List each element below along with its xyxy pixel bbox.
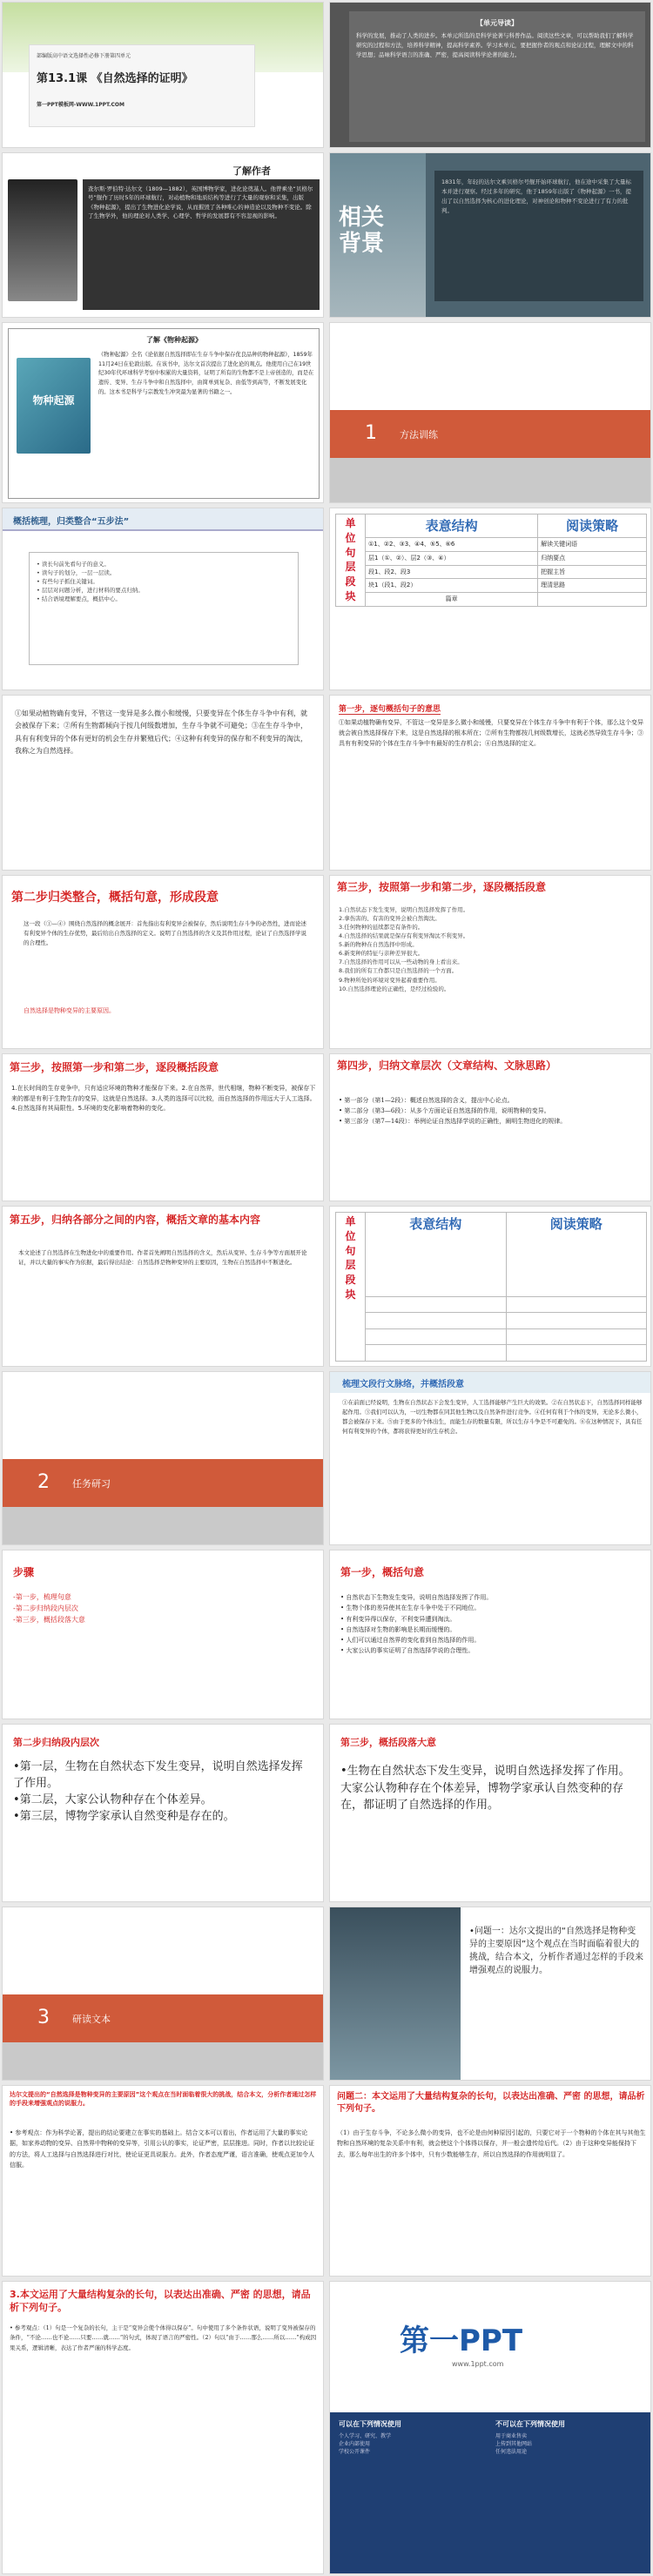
five-steps-title: 概括梳理，归类整合“五步法” xyxy=(13,517,130,527)
outline-title: 梳理文段行文脉络，并概括段意 xyxy=(342,1380,464,1389)
slide-step-5 xyxy=(2,1206,324,1367)
structure-table xyxy=(335,514,647,607)
table-row: 层1（①、②）、层2（③、④） 归纳要点 xyxy=(336,551,647,565)
step1-body: ①如果动植物确有变异，不管这一变异是多么微小和缓慢，只要变异在个体生存斗争中有利于个体，那么这个变异就会被自然选择保存下来，这是自然选择的根本所在；②所有生物都按几何级数增长，这就必然导致生存斗争；③具有有利变异的个体在生存斗争中有最好的生存机会；④自然选择的定义。 xyxy=(339,719,643,747)
slide-layers xyxy=(2,1724,324,1902)
section-bar xyxy=(330,410,651,458)
slide-answer-1 xyxy=(2,2085,324,2277)
background-body: 1831年，年轻的达尔文乘贝格尔号舰开始环球航行，他在途中采集了大量标本并进行观察。经过多年的研究，他于1859年出版了《物种起源》一书，提出了以自然选择为核心的进化理论，对神创论和物种不变论进行了有力的批判。 xyxy=(434,171,643,301)
list-item: -第二步归纳段内层次 xyxy=(13,1604,78,1612)
section-number: 2 xyxy=(37,1471,50,1493)
list-item: • 有利变异得以保存，不利变异遭到淘汰。 xyxy=(340,1615,456,1623)
slide-structure-table-2 xyxy=(329,1206,651,1367)
list-item: • 自然选择对生物的影响是长期而缓慢的。 xyxy=(340,1625,456,1633)
table-row xyxy=(336,1328,647,1345)
site-label: 第一PPT模板网-WWW.1PPT.COM xyxy=(37,102,125,108)
brand-url: www.1ppt.com xyxy=(452,2360,504,2368)
summarize-title: 第一步，概括句意 xyxy=(340,1566,425,1578)
slide-question-2 xyxy=(329,2085,651,2277)
list-item: 2.拿伤害的、有害的变异会被自然淘汰。 xyxy=(339,915,441,923)
paragraph-main-title: 第三步，概括段落大意 xyxy=(340,1737,436,1748)
book-cover: 物种起源 xyxy=(17,358,91,454)
table-side: 单 位 句 层 段 块 xyxy=(336,515,366,607)
slide-structure-table xyxy=(329,508,651,690)
list-item: 个人学习、研究、教学 xyxy=(339,2433,392,2439)
slide-section-2 xyxy=(2,1371,324,1545)
question1-text: •问题一：达尔文提出的“自然选择是物种变异的主要原因”这个观点在当时面临着很大的挑战，结合本文，分析作者通过怎样的手段来增强观点的说服力。 xyxy=(469,1927,643,1975)
step-item: • 层层对问题分析，进行材料的要点归纳。 xyxy=(37,587,144,595)
step-item: • 读长句前先看句子的意义。 xyxy=(37,561,110,568)
slide-background xyxy=(329,152,651,318)
section-label: 任务研习 xyxy=(72,1478,111,1490)
table-row: 篇章 xyxy=(336,593,647,607)
book-section-title: 了解《物种起源》 xyxy=(146,336,202,344)
table-row xyxy=(336,1345,647,1362)
table-row xyxy=(336,1313,647,1329)
step-item: • 有些句子抓住关键词。 xyxy=(37,578,98,586)
layers-list xyxy=(13,1759,313,1825)
list-item: •第三层，博物学家承认自然变种是存在的。 xyxy=(13,1809,235,1823)
slide-unit-guide xyxy=(329,2,651,148)
question2-body: （1）由于生存斗争，不论多么微小的变异，也不论是由何种原因引起的，只要它对于一个物种的个体在其与其他生物和自然环境的复杂关系中有利，就会使这个个体得以保存，并一般会遗传给后代。（2）由于这种变异能保持下去，那么每年出生的许多个体中，只有少数能够生存，所以自然选择的作用就明显了。 xyxy=(337,2129,646,2158)
list-item: 3.任何物种的延续都是有条件的。 xyxy=(339,924,424,932)
step-item: • 结合语境理解要点，概括中心。 xyxy=(37,595,121,603)
slide-step-2 xyxy=(2,875,324,1049)
question2-title: 问题二：本文运用了大量结构复杂的长句，以表达出准确、严密 的思想，请品析下列句子。 xyxy=(337,2092,645,2114)
table-side: 单 位 句 层 段 块 xyxy=(336,1213,366,1362)
slide-section-3 xyxy=(2,1907,324,2081)
list-item: • 人们可以通过自然界的变化看到自然选择的作用。 xyxy=(340,1637,481,1644)
author-body: 查尔斯·罗伯特·达尔文（1809—1882），英国博物学家，进化论奠基人。他曾乘坐“贝格尔号”舰作了历时5年的环球航行，对动植物和地质结构等进行了大量的观察和采集，出版《物种起源》，提出了生物进化论学说，从而摧毁了各种唯心的神造论以及物种不变论。除了生物学外，他的理论对人类学、心理学、哲学的发展都有不容忽视的影响。 xyxy=(83,179,320,310)
outline-body: ①在前面已经说明，生物在自然状态下会发生变异，人工选择能够产生巨大的效果。②在自然状态下，自然选择同样能够起作用。③我们可以认为，一切生物都在同其他生物以及自然条件进行竞争。④任何有利于个体的变异，无论多么微小，都会被保存下来。⑤由于更多的个体出生，而能生存的数量有限，所以生存斗争是不可避免的。⑥在这种情况下，具有任何有利变异的个体，都将获得更好的生存机会。 xyxy=(342,1399,643,1436)
step5-body: 本文论述了自然选择在生物进化中的重要作用。作者首先阐明自然选择的含义，然后从变异、生存斗争等方面展开论证，并以大量的事实作为依据，最后得出结论：自然选择是物种变异的主要原因，生物在自然选择中不断进化。 xyxy=(18,1249,307,1267)
table-row xyxy=(336,1296,647,1313)
list-item: 5.新的物种在自然选择中形成。 xyxy=(339,941,418,949)
steps-list xyxy=(13,1592,85,1625)
title-card xyxy=(29,44,255,127)
header-structure: 表意结构 xyxy=(366,515,538,538)
list-item: 用于商业售卖 xyxy=(495,2433,528,2439)
guide-body: 科学的发展，推动了人类的进步。本单元所选的是科学论著与科普作品。阅读这些文章，可以帮助我们了解科学研究的过程和方法，培养科学精神，提高科学素养。学习本单元，要把握作者的观点和论证过程，理解文中的科学思想；品味科学语言的准确、严密，提高阅读科学论著的能力。 xyxy=(356,32,634,59)
list-item: 任何违法用途 xyxy=(495,2449,528,2455)
step4-list xyxy=(339,1096,643,1127)
question3-title: 3.本文运用了大量结构复杂的长句，以表达出准确、严密 的思想，请品析下列句子。 xyxy=(10,2289,311,2313)
slide-title xyxy=(2,2,324,148)
lesson-title: 第13.1课 《自然选择的证明》 xyxy=(37,72,193,85)
list-item: -第三步，概括段落大意 xyxy=(13,1615,85,1624)
list-item: • 第三部分（第7—14段）：举例论证自然选择学说的正确性，阐明生物进化的规律。 xyxy=(339,1117,567,1125)
summarize-list xyxy=(340,1592,645,1657)
step-item: • 读句子的划分，一层一层读。 xyxy=(37,569,116,577)
list-item: • 生物个体的差异使其在生存斗争中处于不同地位。 xyxy=(340,1604,481,1612)
table-row: 段1、段2、段3 把握主旨 xyxy=(336,565,647,579)
step3a-title: 第三步，按照第一步和第二步，逐段概括段意 xyxy=(337,881,547,893)
header-structure: 表意结构 xyxy=(366,1213,507,1297)
slide-context-outline xyxy=(329,1371,651,1545)
forbidden-title: 不可以在下列情况使用 xyxy=(495,2420,565,2428)
answer1-body: • 参考观点：作为科学论著，提出的结论要建立在事实的基础上。结合文本可以看出，作者运用了大量的事实论据，如家养动物的变异、自然界中物种的变异等，引用公认的事实，论证严密，层层推进。同时，作者以比较论证的方法，将人工选择与自然选择进行对比，使论证更具说服力。此外，作者态度严谨，语言准确，使观点更加令人信服。 xyxy=(10,2129,314,2169)
copyright-logo-area xyxy=(330,2282,651,2412)
section-label: 研读文本 xyxy=(72,2014,111,2025)
list-item: • 自然状态下生物发生变异，说明自然选择发挥了作用。 xyxy=(340,1594,493,1601)
slide-question-3 xyxy=(2,2281,324,2574)
brand-logo: 第一PPT xyxy=(400,2324,523,2358)
list-item: • 第二部分（第3—6段）：从多个方面论证自然选择的作用，说明物种的变异。 xyxy=(339,1106,550,1114)
step2-title: 第二步归类整合，概括句意，形成段意 xyxy=(11,891,219,905)
layers-title: 第二步归纳段内层次 xyxy=(13,1737,99,1748)
guide-box xyxy=(349,11,645,142)
question-image xyxy=(330,1907,461,2081)
guide-heading: 【单元导读】 xyxy=(476,19,518,27)
list-item: • 第一部分（第1—2段）：概述自然选择的含义，提出中心论点。 xyxy=(339,1097,514,1104)
step4-title: 第四步，归纳文章层次（文章结构、文脉思路） xyxy=(337,1059,557,1072)
list-item: •第二层，大家公认物种存在个体差异。 xyxy=(13,1792,212,1806)
darwin-portrait xyxy=(8,179,77,301)
step5-title: 第五步，归纳各部分之间的内容，概括文章的基本内容 xyxy=(10,1214,261,1226)
list-item: 1.自然状态下发生变异，说明自然选择发挥了作用。 xyxy=(339,906,469,913)
list-item: 上传到其他网站 xyxy=(495,2441,533,2447)
section-blank xyxy=(330,323,651,410)
forbidden-column xyxy=(495,2419,643,2456)
background-big-title: 相关背景 xyxy=(339,205,385,257)
table-row: 块1（段1、段2） 理清思路 xyxy=(336,579,647,593)
section-bar xyxy=(3,1459,324,1507)
step2-foot: 自然选择是物种变异的主要原因。 xyxy=(24,1007,115,1014)
list-item: 4.自然选择的结果就是保存有利变异淘汰不利变异。 xyxy=(339,932,469,940)
five-steps-box xyxy=(29,552,299,665)
list-item: 9.物种所处的环境对变异起着重要作用。 xyxy=(339,976,441,984)
list-item: 10.自然选择理论的正确性，是经过检验的。 xyxy=(339,985,450,992)
section-blank xyxy=(3,1372,324,1459)
slide-author xyxy=(2,152,324,318)
answer1-title: 达尔文提出的“自然选择是物种变异的主要原因”这个观点在当时面临着很大的挑战，结合本文，分析作者通过怎样的手段来增强观点的说服力。 xyxy=(10,2091,317,2107)
slide-book xyxy=(2,322,324,503)
table-row: ①1、②2、③3、④4、⑤5、⑥6 解读关键词语 xyxy=(336,538,647,552)
section-label: 方法训练 xyxy=(400,429,438,441)
slide-steps xyxy=(2,1550,324,1719)
slide-step-1 xyxy=(329,695,651,871)
step3a-list xyxy=(339,905,643,993)
outline-header xyxy=(330,1372,651,1393)
slide-step-3a xyxy=(329,875,651,1049)
slide-step-4 xyxy=(329,1053,651,1201)
header-strategy: 阅读策略 xyxy=(538,515,647,538)
paragraph-text: ①如果动植物确有变异，不管这一变异是多么微小和缓慢，只要变异在个体生存斗争中有利，就会被保存下来；②所有生物都倾向于按几何级数增加，生存斗争就不可避免；③在生存斗争中，具有有利变异的个体有更好的机会生存并繁殖后代；④这种有利变异的保存和不利变异的淘汰，我称之为自然选择。 xyxy=(15,710,307,756)
book-body: 《物种起源》全名《论依据自然选择即在生存斗争中保存优良品种的物种起源》，1859年11月24日在伦敦出版。在该书中，达尔文首次提出了进化论的观点。他使用自己在19世纪30年代环球科学考察中积累的大量资料，证明了所有的生物都不是上帝创造的，而是在遗传、变异、生存斗争中和自然选择中，由简单到复杂、由低等到高等，不断发展变化的。这本书是科学与宗教发生冲突最为显著的书籍之一。 xyxy=(98,352,314,395)
step2-body: 这一段（①—④）围绕自然选择的概念展开：首先指出有利变异会被保存，然后说明生存斗争的必然性，进而论述有利变异个体的生存优势，最后给出自然选择的定义。说明了自然选择的含义及其作用过程，论证了自然选择学说的合理性。 xyxy=(24,920,306,947)
slide-paragraph-main xyxy=(329,1724,651,1902)
step1-title: 第一步，逐句概括句子的意思 xyxy=(339,703,441,715)
section-bar xyxy=(3,1994,324,2042)
slide-step-3b xyxy=(2,1053,324,1201)
header-strategy: 阅读策略 xyxy=(506,1213,647,1297)
section-number: 3 xyxy=(37,2007,50,2028)
list-item: 8.我们的所有工作都只是自然选择的一个方面。 xyxy=(339,967,458,975)
copyright-terms xyxy=(330,2412,651,2574)
course-top: 部编版高中语文选择性必修下册第四单元 xyxy=(37,53,131,59)
step3b-body: 1.在长时间的生存竞争中，只有适应环境的物种才能保存下来。2.在自然界，世代相继，物种不断变异，被保存下来的都是有利于生物生存的变异，这就是自然选择。3.人类的选择可以比较，而自然选择的作用远大于人工选择。4.自然选择有其局限性。5.环境的变化影响着物种的变化。 xyxy=(11,1085,316,1113)
allowed-column xyxy=(339,2419,487,2456)
slide-five-steps xyxy=(2,508,324,690)
slide-paragraph-text xyxy=(2,695,324,871)
author-title: 了解作者 xyxy=(232,165,271,177)
question3-body: • 参考观点：（1）句是一个复杂的长句，主干是“变异会使个体得以保存”。句中使用了多个条件状语，说明了变异被保存的条件，“不论……也不论……只要……就……”的句式，体现了语言的严密性。（2）句以“由于……那么……所以……”构成因果关系，逻辑清晰，表达了作者严谨的科学态度。 xyxy=(10,2324,317,2351)
list-item: • 大家公认的事实证明了自然选择学说的合理性。 xyxy=(340,1647,475,1655)
list-item: 7.自然选择的作用可以从一些动物的身上看出来。 xyxy=(339,958,463,966)
list-item: •第一层，生物在自然状态下发生变异，说明自然选择发挥了作用。 xyxy=(13,1760,303,1790)
slide-section-1 xyxy=(329,322,651,503)
paragraph-main-body: •生物在自然状态下发生变异，说明自然选择发挥了作用。大家公认物种存在个体差异，博物学家承认自然变种的存在，都证明了自然选择的作用。 xyxy=(340,1765,630,1812)
list-item: 企业内部使用 xyxy=(339,2441,371,2447)
slide-summarize-sentences xyxy=(329,1550,651,1719)
section-blank xyxy=(3,1907,324,1994)
slide-copyright xyxy=(329,2281,651,2574)
steps-title: 步骤 xyxy=(13,1566,35,1578)
list-item: 6.新变种的特征与亲种差异很大。 xyxy=(339,950,424,958)
section-number: 1 xyxy=(365,422,377,444)
structure-table-2 xyxy=(335,1212,647,1362)
allowed-title: 可以在下列情况使用 xyxy=(339,2420,401,2428)
list-item: 学校公开课件 xyxy=(339,2449,371,2455)
list-item: -第一步，梳理句意 xyxy=(13,1593,71,1601)
five-steps-header xyxy=(3,508,324,531)
step3b-title: 第三步，按照第一步和第二步，逐段概括段意 xyxy=(10,1061,219,1073)
slide-question-1 xyxy=(329,1907,651,2081)
